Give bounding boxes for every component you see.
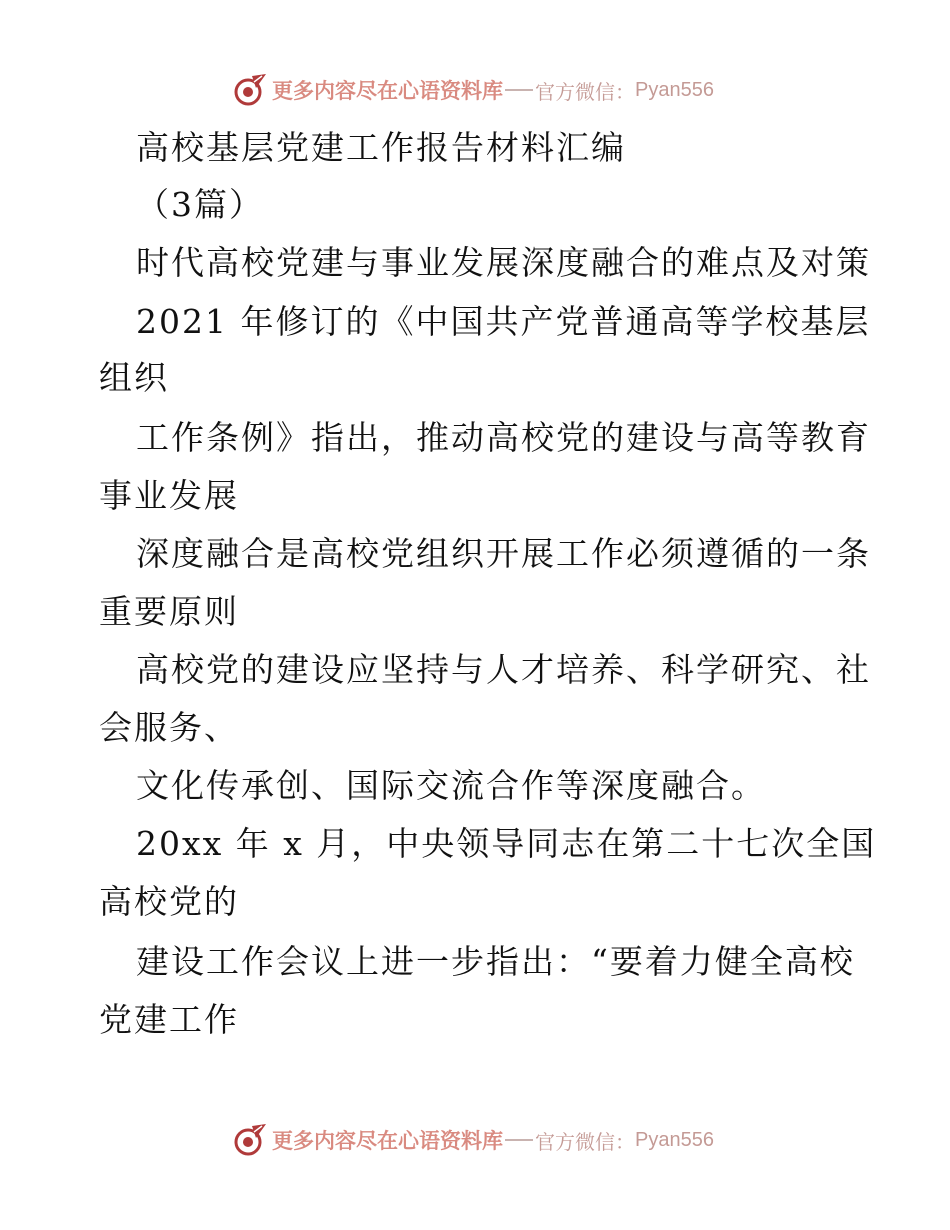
body-line: 2021 年修订的《中国共产党普通高等学校基层 [136,302,871,341]
watermark-main-text: 更多内容尽在心语资料库 [272,78,503,103]
pen-logo-icon [232,1122,268,1158]
watermark-official-label: 官方微信： [535,1129,635,1154]
watermark-wechat-id: Pyan556 [635,1128,714,1151]
body-line: 建设工作会议上进一步指出：“要着力健全高校 [136,942,855,981]
body-line: 事业发展 [99,476,239,515]
body-line: 深度融合是高校党组织开展工作必须遵循的一条 [136,534,871,573]
watermark-main-text: 更多内容尽在心语资料库 [272,1128,503,1153]
watermark-official-label: 官方微信： [535,79,635,104]
document-subtitle: （3篇） [136,185,264,224]
section-heading: 时代高校党建与事业发展深度融合的难点及对策 [136,243,871,282]
body-line: 重要原则 [99,592,239,631]
body-line: 20xx 年 x 月，中央领导同志在第二十七次全国 [136,824,877,863]
body-line: 工作条例》指出，推动高校党的建设与高等教育 [136,418,871,457]
pen-logo-icon [232,72,268,108]
watermark-dash [505,89,533,91]
document-title: 高校基层党建工作报告材料汇编 [136,128,626,167]
body-line: 会服务、 [99,708,239,747]
body-line: 文化传承创、国际交流合作等深度融合。 [136,766,766,805]
body-line: 党建工作 [99,1000,239,1039]
footer-watermark [232,1120,714,1160]
watermark-dash [505,1139,533,1141]
header-watermark [232,70,714,110]
body-line: 组织 [99,358,169,397]
body-line: 高校党的建设应坚持与人才培养、科学研究、社 [136,650,871,689]
watermark-wechat-id: Pyan556 [635,78,714,101]
body-line: 高校党的 [99,882,239,921]
